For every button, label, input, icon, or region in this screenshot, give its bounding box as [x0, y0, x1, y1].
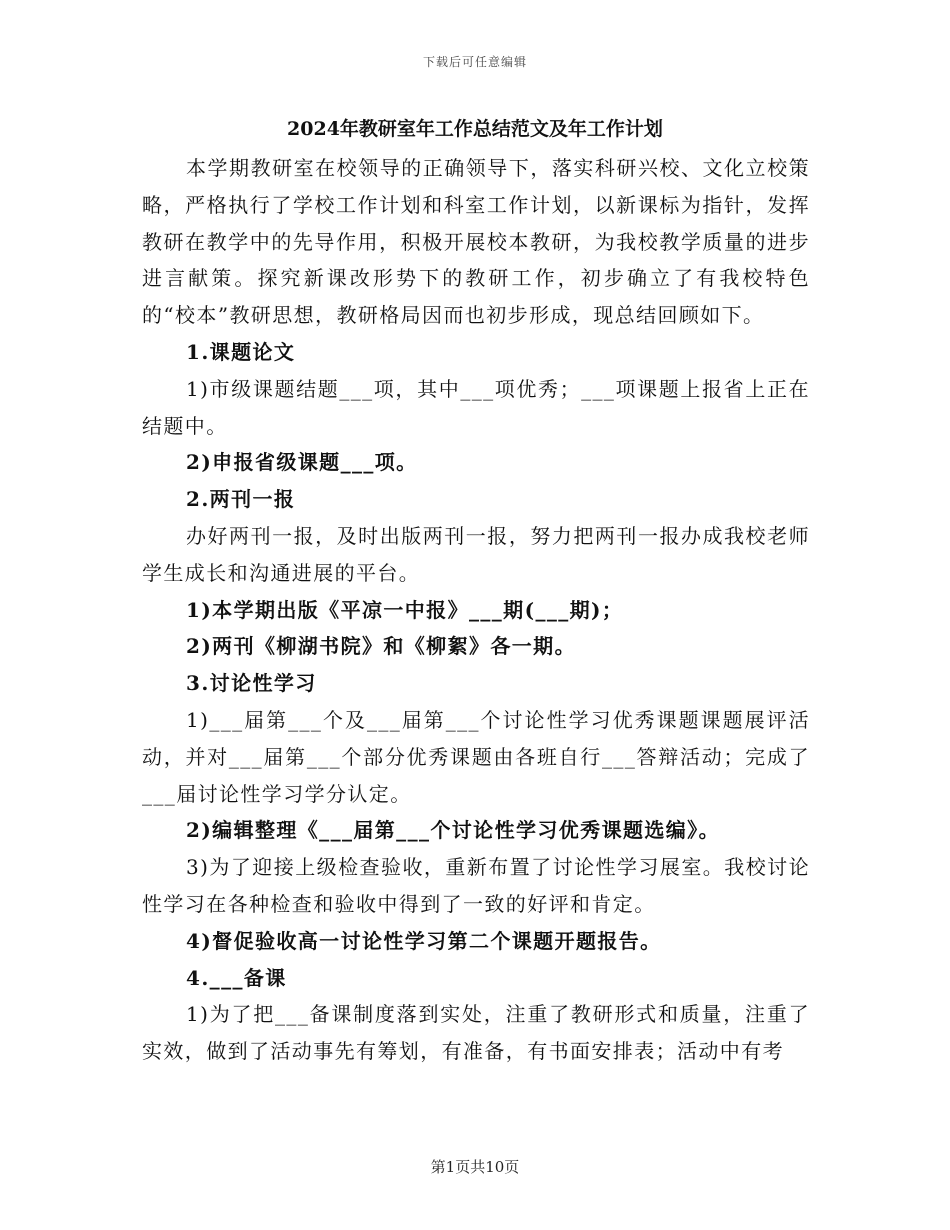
list-item: 3)为了迎接上级检查验收，重新布置了讨论性学习展室。我校讨论性学习在各种检查和验收中得到了一致的好评和肯定。	[142, 855, 810, 916]
page-number: 第1页共10页	[430, 1158, 520, 1176]
document-body	[142, 150, 810, 1070]
list-item: 2)申报省级课题___项。	[186, 450, 418, 475]
list-item: 1)本学期出版《平凉一中报》___期(___期)；	[186, 597, 624, 622]
intro-paragraph: 本学期教研室在校领导的正确领导下，落实科研兴校、文化立校策略，严格执行了学校工作计划和科室工作计划，以新课标为指针，发挥教研在教学中的先导作用，积极开展校本教研，为我校教学质量的进步进言献策。探究新课改形势下的教研工作，初步确立了有我校特色的“校本”教研思想，教研格局因而也初步形成，现总结回顾如下。	[142, 156, 810, 328]
section-heading-lesson-prep: 4.___备课	[186, 965, 287, 990]
list-item: 2)两刊《柳湖书院》和《柳絮》各一期。	[186, 634, 576, 659]
list-item: 2)编辑整理《___届第___个讨论性学习优秀课题选编》。	[186, 818, 720, 843]
list-item: 1)为了把___备课制度落到实处，注重了教研形式和质量，注重了实效，做到了活动事先有筹划，有准备，有书面安排表；活动中有考	[142, 1002, 810, 1064]
body-paragraph: 办好两刊一报，及时出版两刊一报，努力把两刊一报办成我校老师学生成长和沟通进展的平台。	[142, 523, 810, 585]
section-heading-topics-papers: 1.课题论文	[186, 339, 296, 364]
list-item: 1)市级课题结题___项，其中___项优秀；___项课题上报省上正在结题中。	[142, 376, 810, 438]
page-header-note: 下载后可任意编辑	[422, 55, 527, 69]
section-heading-journals: 2.两刊一报	[186, 487, 296, 512]
document-title: 2024年教研室年工作总结范文及年工作计划	[287, 118, 663, 140]
list-item: 4)督促验收高一讨论性学习第二个课题开题报告。	[186, 928, 662, 953]
section-heading-research-learning: 3.讨论性学习	[186, 671, 317, 696]
list-item: 1)___届第___个及___届第___个讨论性学习优秀课题课题展评活动，并对___届第___个部分优秀课题由各班自行___答辩活动；完成了___届讨论性学习学分认定。	[142, 707, 810, 806]
